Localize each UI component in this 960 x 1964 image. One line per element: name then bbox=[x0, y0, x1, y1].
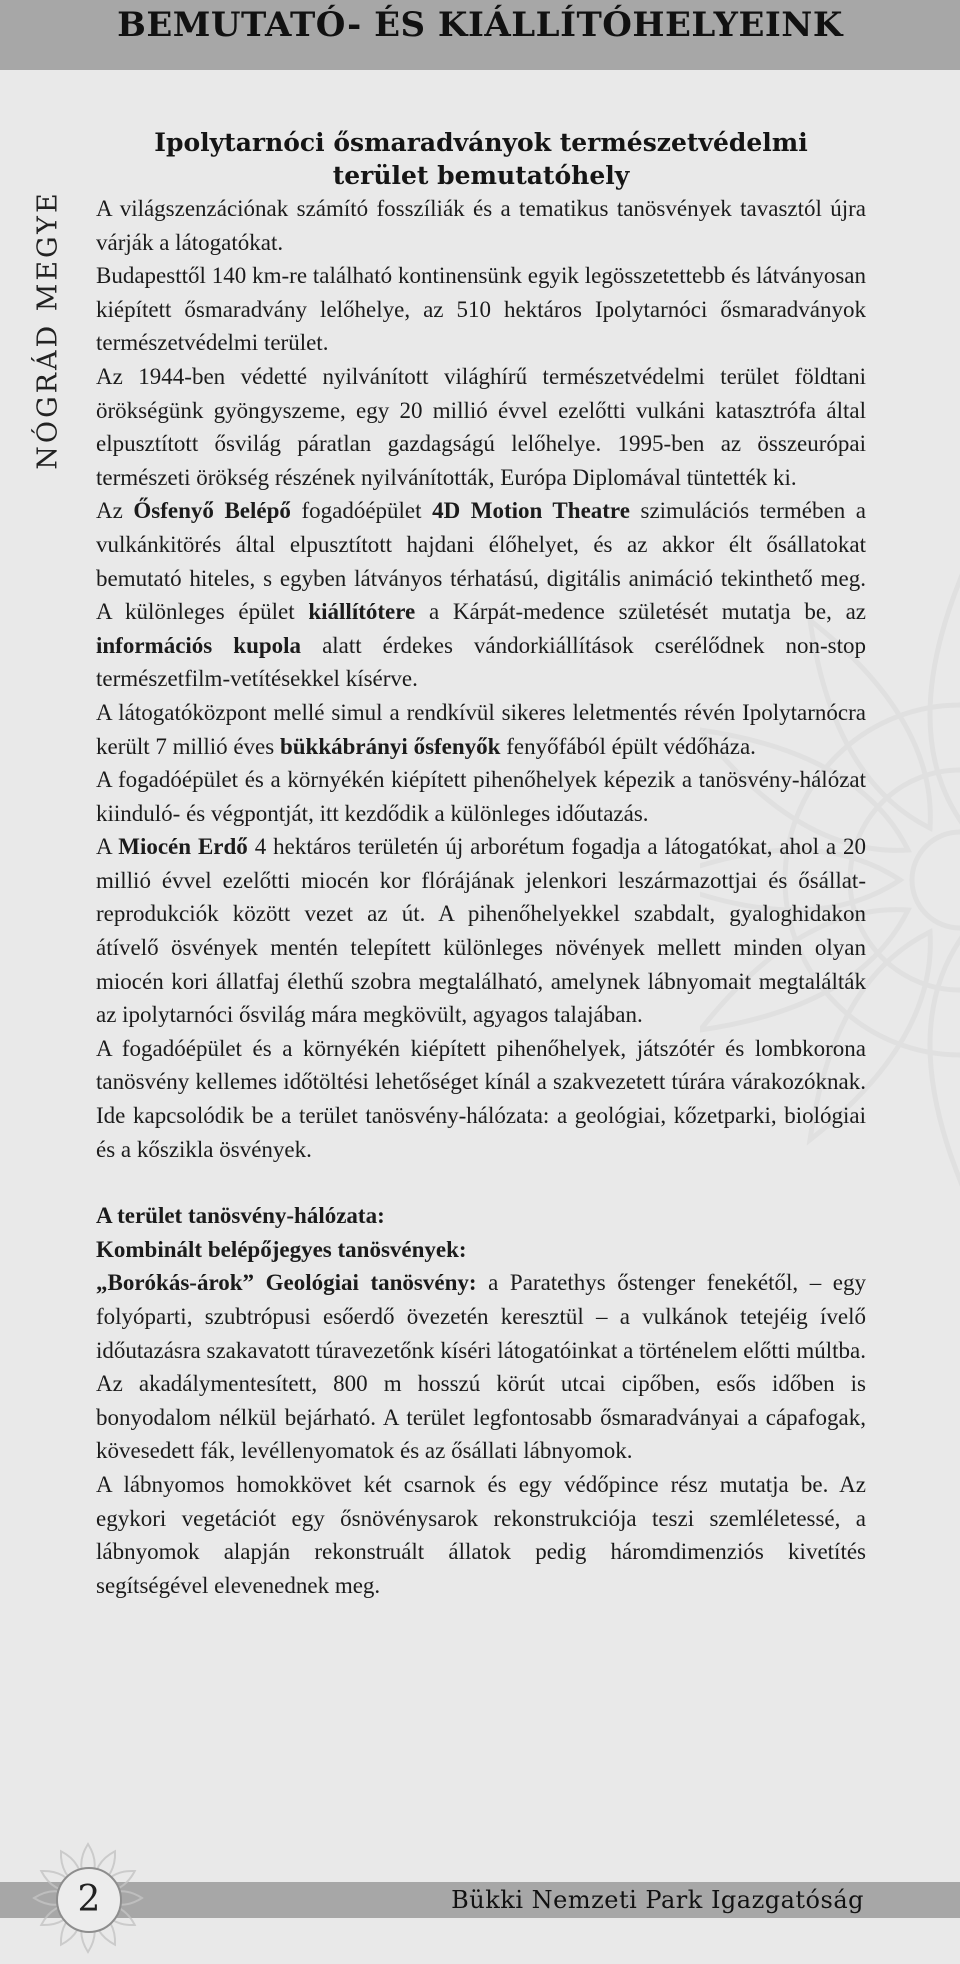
paragraph-spacer bbox=[96, 1166, 866, 1199]
text-run: A bbox=[96, 834, 119, 860]
subheading-trail-network-text: A terület tanösvény-hálózata: bbox=[96, 1203, 385, 1229]
text-run: fogadóépület bbox=[290, 498, 433, 524]
paragraph-pine-shelter bbox=[96, 696, 866, 763]
text-run: a Paratethys őstenger fenekétől, – egy folyóparti, szubtrópusi esőerdő övezetén keresztül – a vulkánok tetejéig ívelő időutazásra szakavatott túravezetőnk kíséri látogatóinkat a történelem előtti múltba. Az akadálymentesített, 800 m hosszú körút utcai cipőben, esős időben is bonyodalom nélkül bejárható. A terület legfontosabb ősmaradványai a cápafogak, kövesedett fák, levéllenyomatok és az ősállati lábnyomok. bbox=[96, 1270, 866, 1464]
paragraph-footprint-halls: A lábnyomos homokkövet két csarnok és egy védőpince rész mutatja be. Az egykori vegetációt egy ősnövénysarok rekonstrukciója teszi szemléletessé, a lábnyomok alapján rekonstruált állatok pedig háromdimenziós kivetítés segítségével elevenednek meg. bbox=[96, 1471, 866, 1598]
section-header-title: BEMUTATÓ- ÉS KIÁLLÍTÓHELYEINK bbox=[117, 5, 843, 45]
page-number: 2 bbox=[56, 1867, 122, 1933]
text-run: Az bbox=[96, 498, 134, 524]
region-side-label: NÓGRÁD MEGYE bbox=[32, 190, 64, 470]
emphasis-4d-motion-theatre: 4D Motion Theatre bbox=[432, 498, 630, 524]
paragraph-visitor-building bbox=[96, 494, 866, 696]
paragraph-trail-start: A fogadóépület és a környékén kiépített pihenőhelyek képezik a tanösvény-hálózat kiinduló- és végpontját, itt kezdődik a különleges időutazás. bbox=[96, 767, 866, 826]
paragraph-intro: A világszenzációnak számító fosszíliák és a tematikus tanösvények tavasztól újra várják a látogatókat. bbox=[96, 196, 866, 255]
article-body bbox=[96, 126, 866, 1602]
publisher-name: Bükki Nemzeti Park Igazgatóság bbox=[451, 1886, 864, 1914]
text-run: fenyőfából épült védőháza. bbox=[500, 733, 756, 759]
emphasis-borokas-arok: „Borókás-árok” Geológiai tanösvény: bbox=[96, 1270, 477, 1296]
paragraph-miocene-forest bbox=[96, 830, 866, 1032]
emphasis-kiallitoter: kiállítótere bbox=[308, 599, 416, 625]
text-run: alatt érdekes vándorkiállítások cserélődnek non-stop természetfilm-vetítésekkel kísérve. bbox=[96, 632, 866, 692]
text-run: szimulációs termében a vulkánkitörés által elpusztított hajdani élőhelyet, és az akkor élt ősállatokat bemutató hiteles, s egyben látványos térhatású, digitális animáció tekinthető meg. A különleges épület bbox=[96, 498, 866, 625]
subheading-trail-network bbox=[96, 1199, 866, 1233]
text-run: 4 hektáros területén új arborétum fogadja a látogatókat, ahol a 20 millió évvel ezelőtti miocén kor flórájának jelenkori leszármazottjai és ősállat-reprodukciók között vezet az út. A pihenőhelyekkel szabdalt, gyaloghidakon átívelő ösvények mentén telepített különleges növények mellett minden olyan miocén kori állatfaj élethű szobra megtalálható, amelynek lábnyomait megtalálták az ipolytarnóci ősvilág mára megkövült, agyagos talajában. bbox=[96, 834, 866, 1028]
emphasis-miocen-erdo: Miocén Erdő bbox=[118, 834, 248, 860]
text-run: a Kárpát-medence születését mutatja be, az bbox=[415, 599, 866, 625]
emphasis-informacios-kupola: információs kupola bbox=[96, 632, 302, 658]
subheading-combined-tickets-text: Kombinált belépőjegyes tanösvények: bbox=[96, 1236, 467, 1262]
paragraph-location: Budapesttől 140 km-re található kontinensünk egyik legösszetettebb és látványosan kiépített ősmaradvány lelőhelye, az 510 hektáros Ipolytarnóci ősmaradványok természetvédelmi terület. bbox=[96, 263, 866, 356]
text-run: A látogatóközpont mellé simul a rendkívül sikeres leletmentés révén Ipolytarnócra került 7 millió éves bbox=[96, 699, 866, 759]
paragraph-borokas-arok-trail bbox=[96, 1266, 866, 1468]
article-title-line-1: Ipolytarnóci ősmaradványok természetvédelmi bbox=[154, 128, 808, 157]
subheading-combined-tickets bbox=[96, 1233, 866, 1267]
emphasis-osfenyo-belepo: Ősfenyő Belépő bbox=[133, 498, 291, 524]
emphasis-bukkabranyi-osfenyok: bükkábrányi ősfenyők bbox=[279, 733, 501, 759]
paragraph-history: Az 1944-ben védetté nyilvánított világhírű természetvédelmi terület földtani örökségünk gyöngyszeme, egy 20 millió évvel ezelőtti vulkáni katasztrófa által elpusztított ősvilág páratlan gazdagságú lelőhelye. 1995-ben az összeurópai természeti örökség részének nyilvánították, Európa Diplomával tüntették ki. bbox=[96, 363, 866, 490]
article-title bbox=[96, 126, 866, 192]
article-title-line-2: terület bemutatóhely bbox=[332, 161, 630, 190]
paragraph-facilities: A fogadóépület és a környékén kiépített pihenőhelyek, játszótér és lombkorona tanösvény kellemes időtöltési lehetőséget kínál a szakvezetett túrára várakozóknak. Ide kapcsolódik be a terület tanösvény-hálózata: a geológiai, kőzetparki, biológiai és a kőszikla ösvények. bbox=[96, 1035, 866, 1162]
